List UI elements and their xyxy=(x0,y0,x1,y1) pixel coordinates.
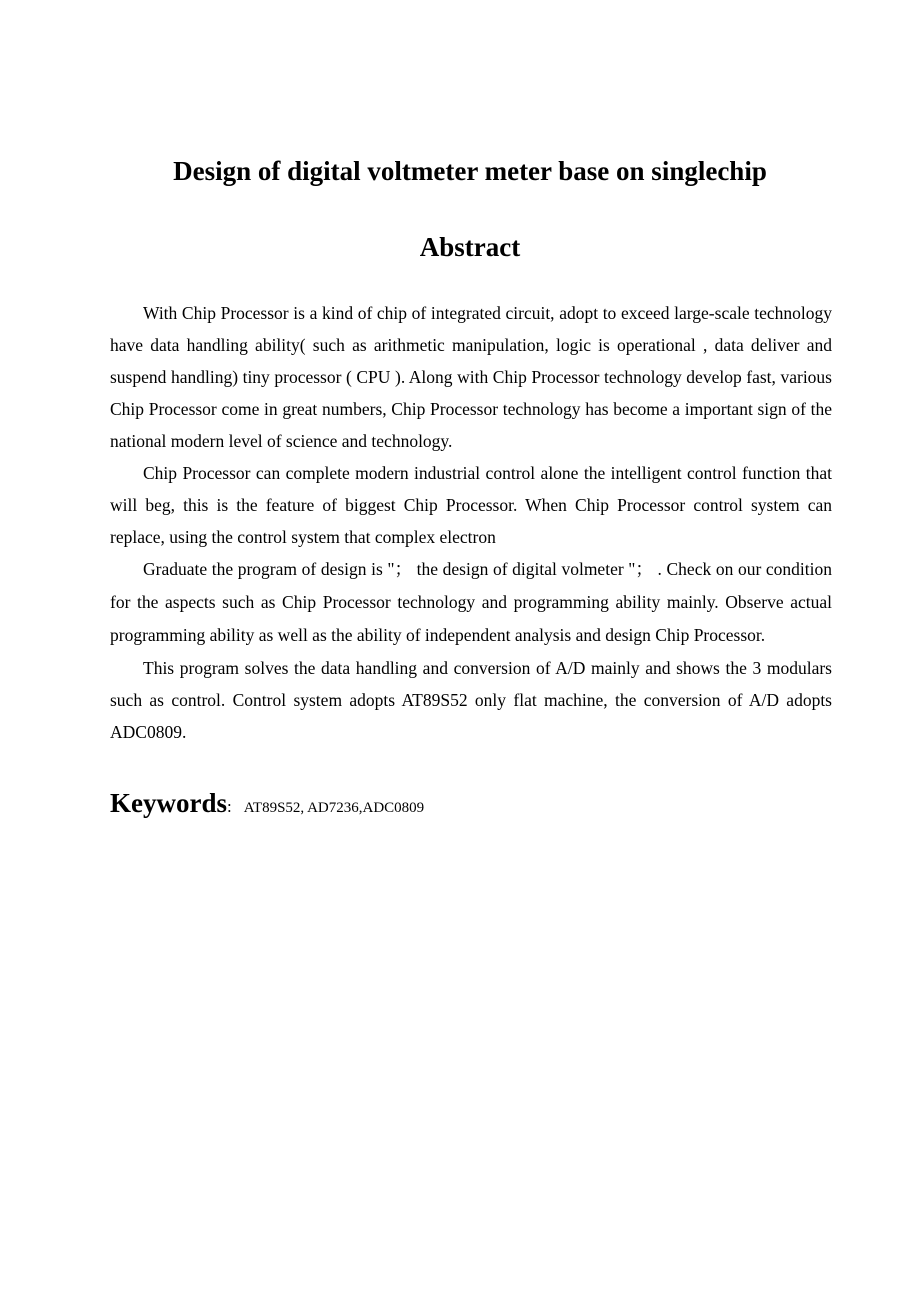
abstract-paragraph-1: With Chip Processor is a kind of chip of integrated circuit, adopt to exceed large-scale technology have data handling ability( such as arithmetic manipulation, logic is operational , data deliver and suspend handling) tiny processor ( CPU ). Along with Chip Processor technology develop fast, various Chip Processor come in great numbers, Chip Processor technology has become a important sign of the national modern level of science and technology. xyxy=(110,303,832,451)
keywords-label: Keywords xyxy=(110,788,227,818)
abstract-heading: Abstract xyxy=(419,232,521,262)
keywords-values: AT89S52, AD7236,ADC0809 xyxy=(243,800,425,816)
abstract-paragraph-3: Graduate the program of design is "； the design of digital volmeter "； . Check on our condition for the aspects such as Chip Processor technology and programming ability mainly. Observe actual programming ability as well as the ability of independent analysis and design Chip Processor. xyxy=(110,559,832,645)
abstract-paragraph-2: Chip Processor can complete modern industrial control alone the intelligent control function that will beg, this is the feature of biggest Chip Processor. When Chip Processor control system can replace, using the control system that complex electron xyxy=(110,463,832,547)
abstract-body xyxy=(110,297,832,748)
abstract-paragraph-4: This program solves the data handling and conversion of A/D mainly and shows the 3 modulars such as control. Control system adopts AT89S52 only flat machine, the conversion of A/D adopts ADC0809. xyxy=(110,658,832,742)
keywords-line xyxy=(110,785,832,826)
keywords-colon: : xyxy=(227,797,232,816)
document-title: Design of digital voltmeter meter base on singlechip xyxy=(173,156,767,186)
